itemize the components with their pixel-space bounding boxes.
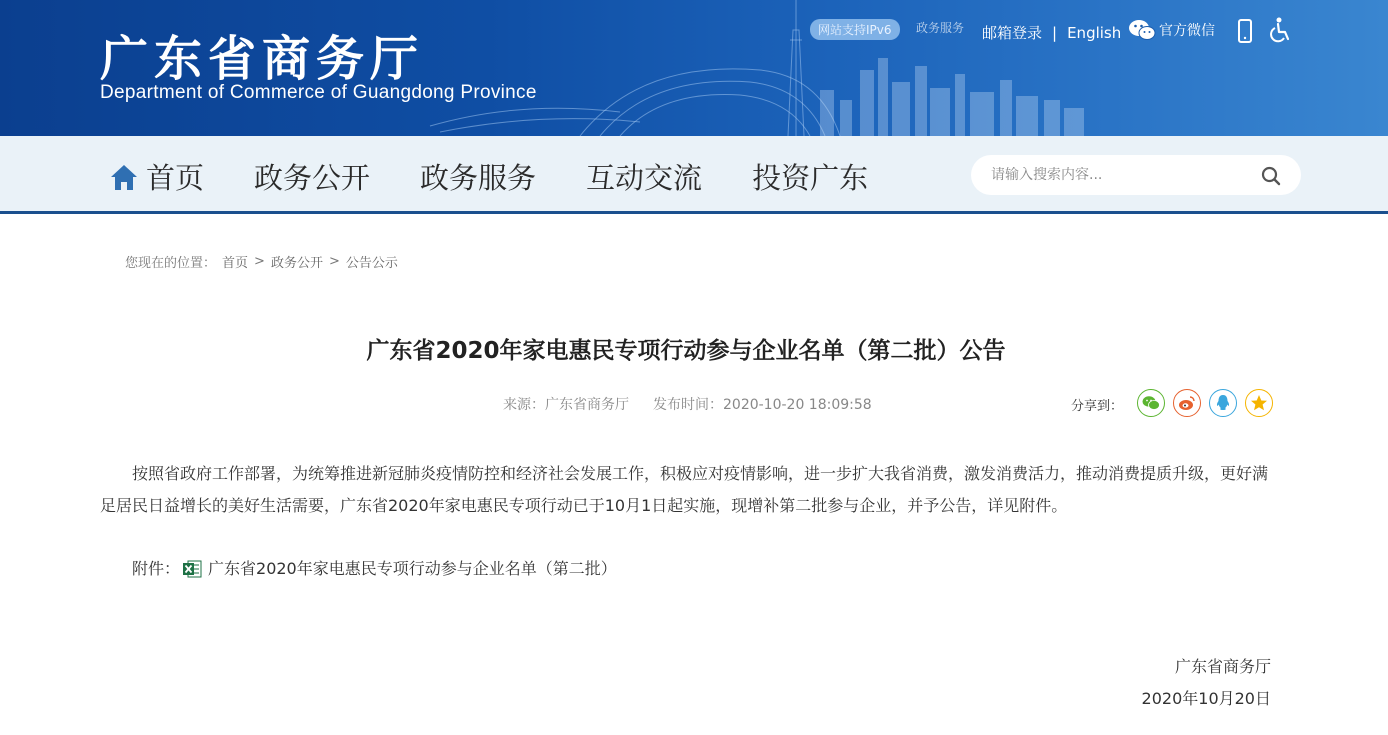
article-title: 广东省2020年家电惠民专项行动参与企业名单（第二批）公告 xyxy=(366,338,1006,364)
qzone-icon xyxy=(1250,394,1268,412)
attachment-link[interactable]: 广东省2020年家电惠民专项行动参与企业名单（第二批） xyxy=(208,559,617,578)
article-meta xyxy=(503,394,872,414)
share-weibo-button[interactable] xyxy=(1173,389,1201,417)
breadcrumb-home[interactable]: 首页 xyxy=(222,256,249,271)
nav-label: 政务公开 xyxy=(254,161,371,195)
attachment-row xyxy=(132,556,617,582)
wechat-link[interactable] xyxy=(1128,18,1215,42)
nav-label: 首页 xyxy=(146,161,205,195)
nav-label: 政务服务 xyxy=(420,161,537,195)
breadcrumb-arrow: > xyxy=(254,254,265,269)
signature-date: 2020年10月20日 xyxy=(1141,689,1271,708)
search-icon[interactable] xyxy=(1261,166,1281,186)
search-box xyxy=(971,155,1301,195)
top-links xyxy=(982,22,1121,43)
mobile-icon[interactable] xyxy=(1237,19,1253,43)
share-label: 分享到： xyxy=(1071,398,1124,414)
share-bar xyxy=(1071,389,1273,417)
nav-item-interaction[interactable] xyxy=(586,156,702,197)
wechat-icon xyxy=(1142,395,1160,411)
site-title: 广东省商务厅 xyxy=(100,31,425,87)
excel-file-icon xyxy=(182,559,202,579)
share-qq-button[interactable] xyxy=(1209,389,1237,417)
nav-item-invest[interactable] xyxy=(752,156,868,197)
nav-item-home[interactable] xyxy=(110,156,204,197)
breadcrumb-prefix: 您现在的位置： xyxy=(125,256,217,271)
accessibility-icon[interactable] xyxy=(1268,17,1292,43)
breadcrumb-announcements[interactable]: 公告公示 xyxy=(345,256,398,271)
share-qzone-button[interactable] xyxy=(1245,389,1273,417)
qq-icon xyxy=(1215,394,1231,412)
nav-label: 互动交流 xyxy=(586,161,703,195)
wechat-icon xyxy=(1128,18,1156,42)
gov-service-badge: 政务服务 xyxy=(916,21,965,35)
article-publish-time: 发布时间：2020-10-20 18:09:58 xyxy=(653,397,872,413)
ipv6-badge: 网站支持IPv6 xyxy=(810,19,900,40)
home-icon xyxy=(110,163,138,191)
main-nav xyxy=(0,136,1388,214)
breadcrumb-arrow: > xyxy=(328,254,340,269)
nav-label: 投资广东 xyxy=(752,161,869,195)
site-subtitle: Department of Commerce of Guangdong Province xyxy=(100,82,537,103)
weibo-icon xyxy=(1178,395,1196,411)
breadcrumb xyxy=(125,252,398,271)
header-banner xyxy=(0,0,1388,136)
breadcrumb-gov-open[interactable]: 政务公开 xyxy=(270,256,323,271)
wechat-label: 官方微信 xyxy=(1159,23,1215,39)
attachment-label: 附件： xyxy=(132,559,181,578)
link-separator: | xyxy=(1052,23,1058,42)
share-wechat-button[interactable] xyxy=(1137,389,1165,417)
nav-item-gov-open[interactable] xyxy=(254,156,370,197)
signature-org: 广东省商务厅 xyxy=(1174,657,1271,676)
search-input[interactable] xyxy=(991,167,1251,183)
nav-item-gov-service[interactable] xyxy=(420,156,536,197)
mail-login-link[interactable]: 邮箱登录 xyxy=(982,24,1043,42)
article-source: 来源：广东省商务厅 xyxy=(503,397,629,413)
article-body: 按照省政府工作部署，为统筹推进新冠肺炎疫情防控和经济社会发展工作，积极应对疫情影响，进一步扩大我省消费，激发消费活力，推动消费提质升级，更好满足居民日益增长的美好生活需要，广东省2020年家电惠民专项行动已于10月1日起实施，现增补第二批参与企业，并予公告，详见附件。 xyxy=(100,464,1269,515)
english-link[interactable]: English xyxy=(1067,23,1122,42)
